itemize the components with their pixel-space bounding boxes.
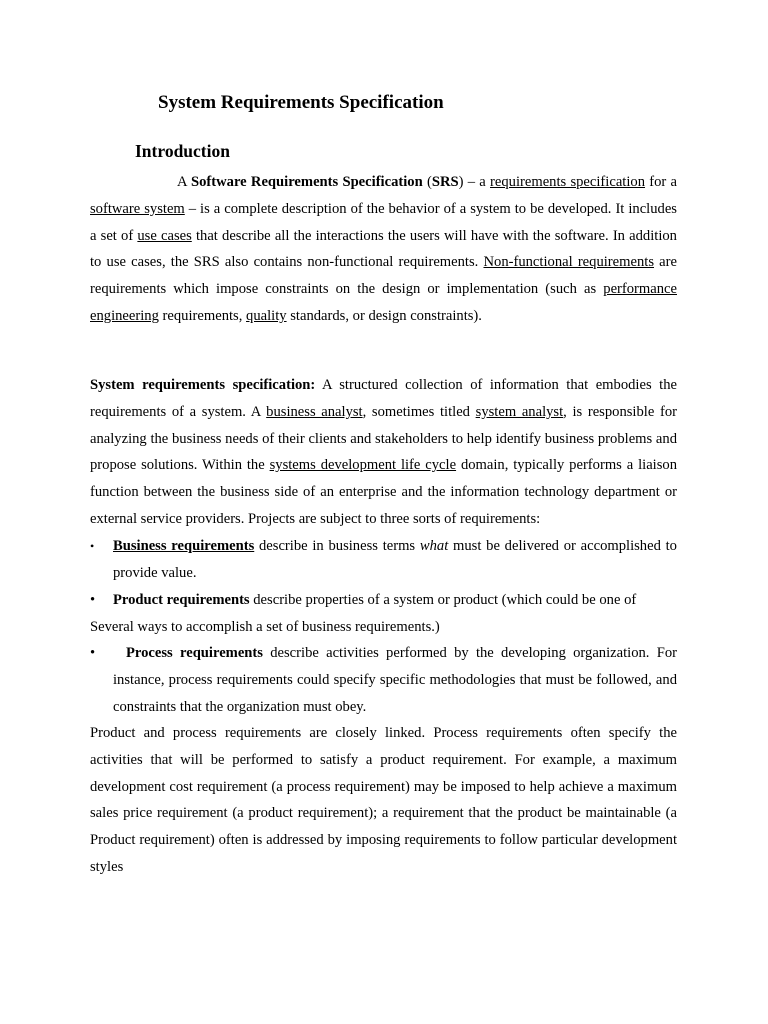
term-product-requirements: Product requirements [113,592,250,608]
text-span: ) – a [458,174,491,190]
text-span: standards, or design constraints). [286,307,482,324]
bullet-icon: • [90,592,96,608]
term-srs-full: Software Requirements Specification [191,174,423,190]
text-span: , is responsible for analyzing the business needs of their clients and stakeholders to help identify business problems and propose solutions. Within the [90,403,677,474]
text-span: A [177,174,191,190]
text-span: that describe all the interactions the users will have with the software. In addition to use cases, the SRS also contains non-functional requirements. [90,227,677,271]
closing-paragraph: Product and process requirements are closely linked. Process requirements often specify the activities that will be performed to satisfy a product requirement. For example, a maximum development cost requirement (a process requirement) may be imposed to help achieve a maximum sales price requirement (a product requirement); a requirement that the product be maintainable (a Product requirement) often is addressed by imposing requirements to follow particular development styles [90,725,677,875]
link-systems-development-life-cycle[interactable]: systems development life cycle [269,457,457,474]
text-span: are requirements which impose constraints on the design or implementation (such as [90,254,677,298]
term-system-requirements-specification: System requirements specification: [90,377,316,393]
section-heading: Introduction [135,141,230,161]
text-span: A structured collection of information that embodies the requirements of a system. A [90,377,677,420]
text-span: must be delivered or accomplished to provide value. [113,538,677,581]
bullet-item-product [90,587,677,641]
bullet-text [90,640,677,720]
emphasis-text: what [419,538,449,554]
text-span: describe properties of a system or product (which could be one of Several ways to accomplish a set of business requirements.) [90,592,637,635]
link-performance-engineering[interactable]: performance engineering [90,281,677,324]
srs-paragraph [90,372,677,533]
bullet-icon: • [90,539,95,553]
link-business-analyst[interactable]: business analyst [266,403,363,420]
link-non-functional-requirements[interactable]: Non-functional requirements [483,254,654,271]
text-span: requirements, [158,307,247,324]
link-use-cases[interactable]: use cases [137,227,192,244]
term-process-requirements: Process requirements [126,645,263,661]
bullet-icon: • [90,645,96,661]
bullet-text [90,533,677,587]
link-software-system[interactable]: software system [90,200,185,217]
text-span: describe activities performed by the developing organization. For instance, process requirements could specify specific methodologies that must be followed, and constraints that the organization must obey. [113,645,677,715]
term-srs: SRS [431,174,459,190]
text-span: – is a complete description of the behavior of a system to be developed. It includes a set of [90,200,677,244]
text-span: , sometimes titled [362,403,476,420]
text-span: describe in business terms [254,538,420,554]
link-business-requirements[interactable]: Business requirements [113,538,255,554]
link-quality[interactable]: quality [246,307,287,324]
text-span: ( [422,174,432,190]
document-title: System Requirements Specification [158,92,444,113]
text-span: domain, typically performs a liaison function between the business side of an enterprise and the information technology department or external service providers. Projects are subject to three sorts of requirements: [90,457,678,527]
bullet-item-business [90,533,677,587]
link-system-analyst[interactable]: system analyst [475,403,564,420]
intro-paragraph [90,169,677,330]
link-requirements-specification[interactable]: requirements specification [490,174,646,190]
text-span: for a [645,174,678,190]
bullet-text [90,587,677,641]
bullet-item-process [90,640,677,720]
